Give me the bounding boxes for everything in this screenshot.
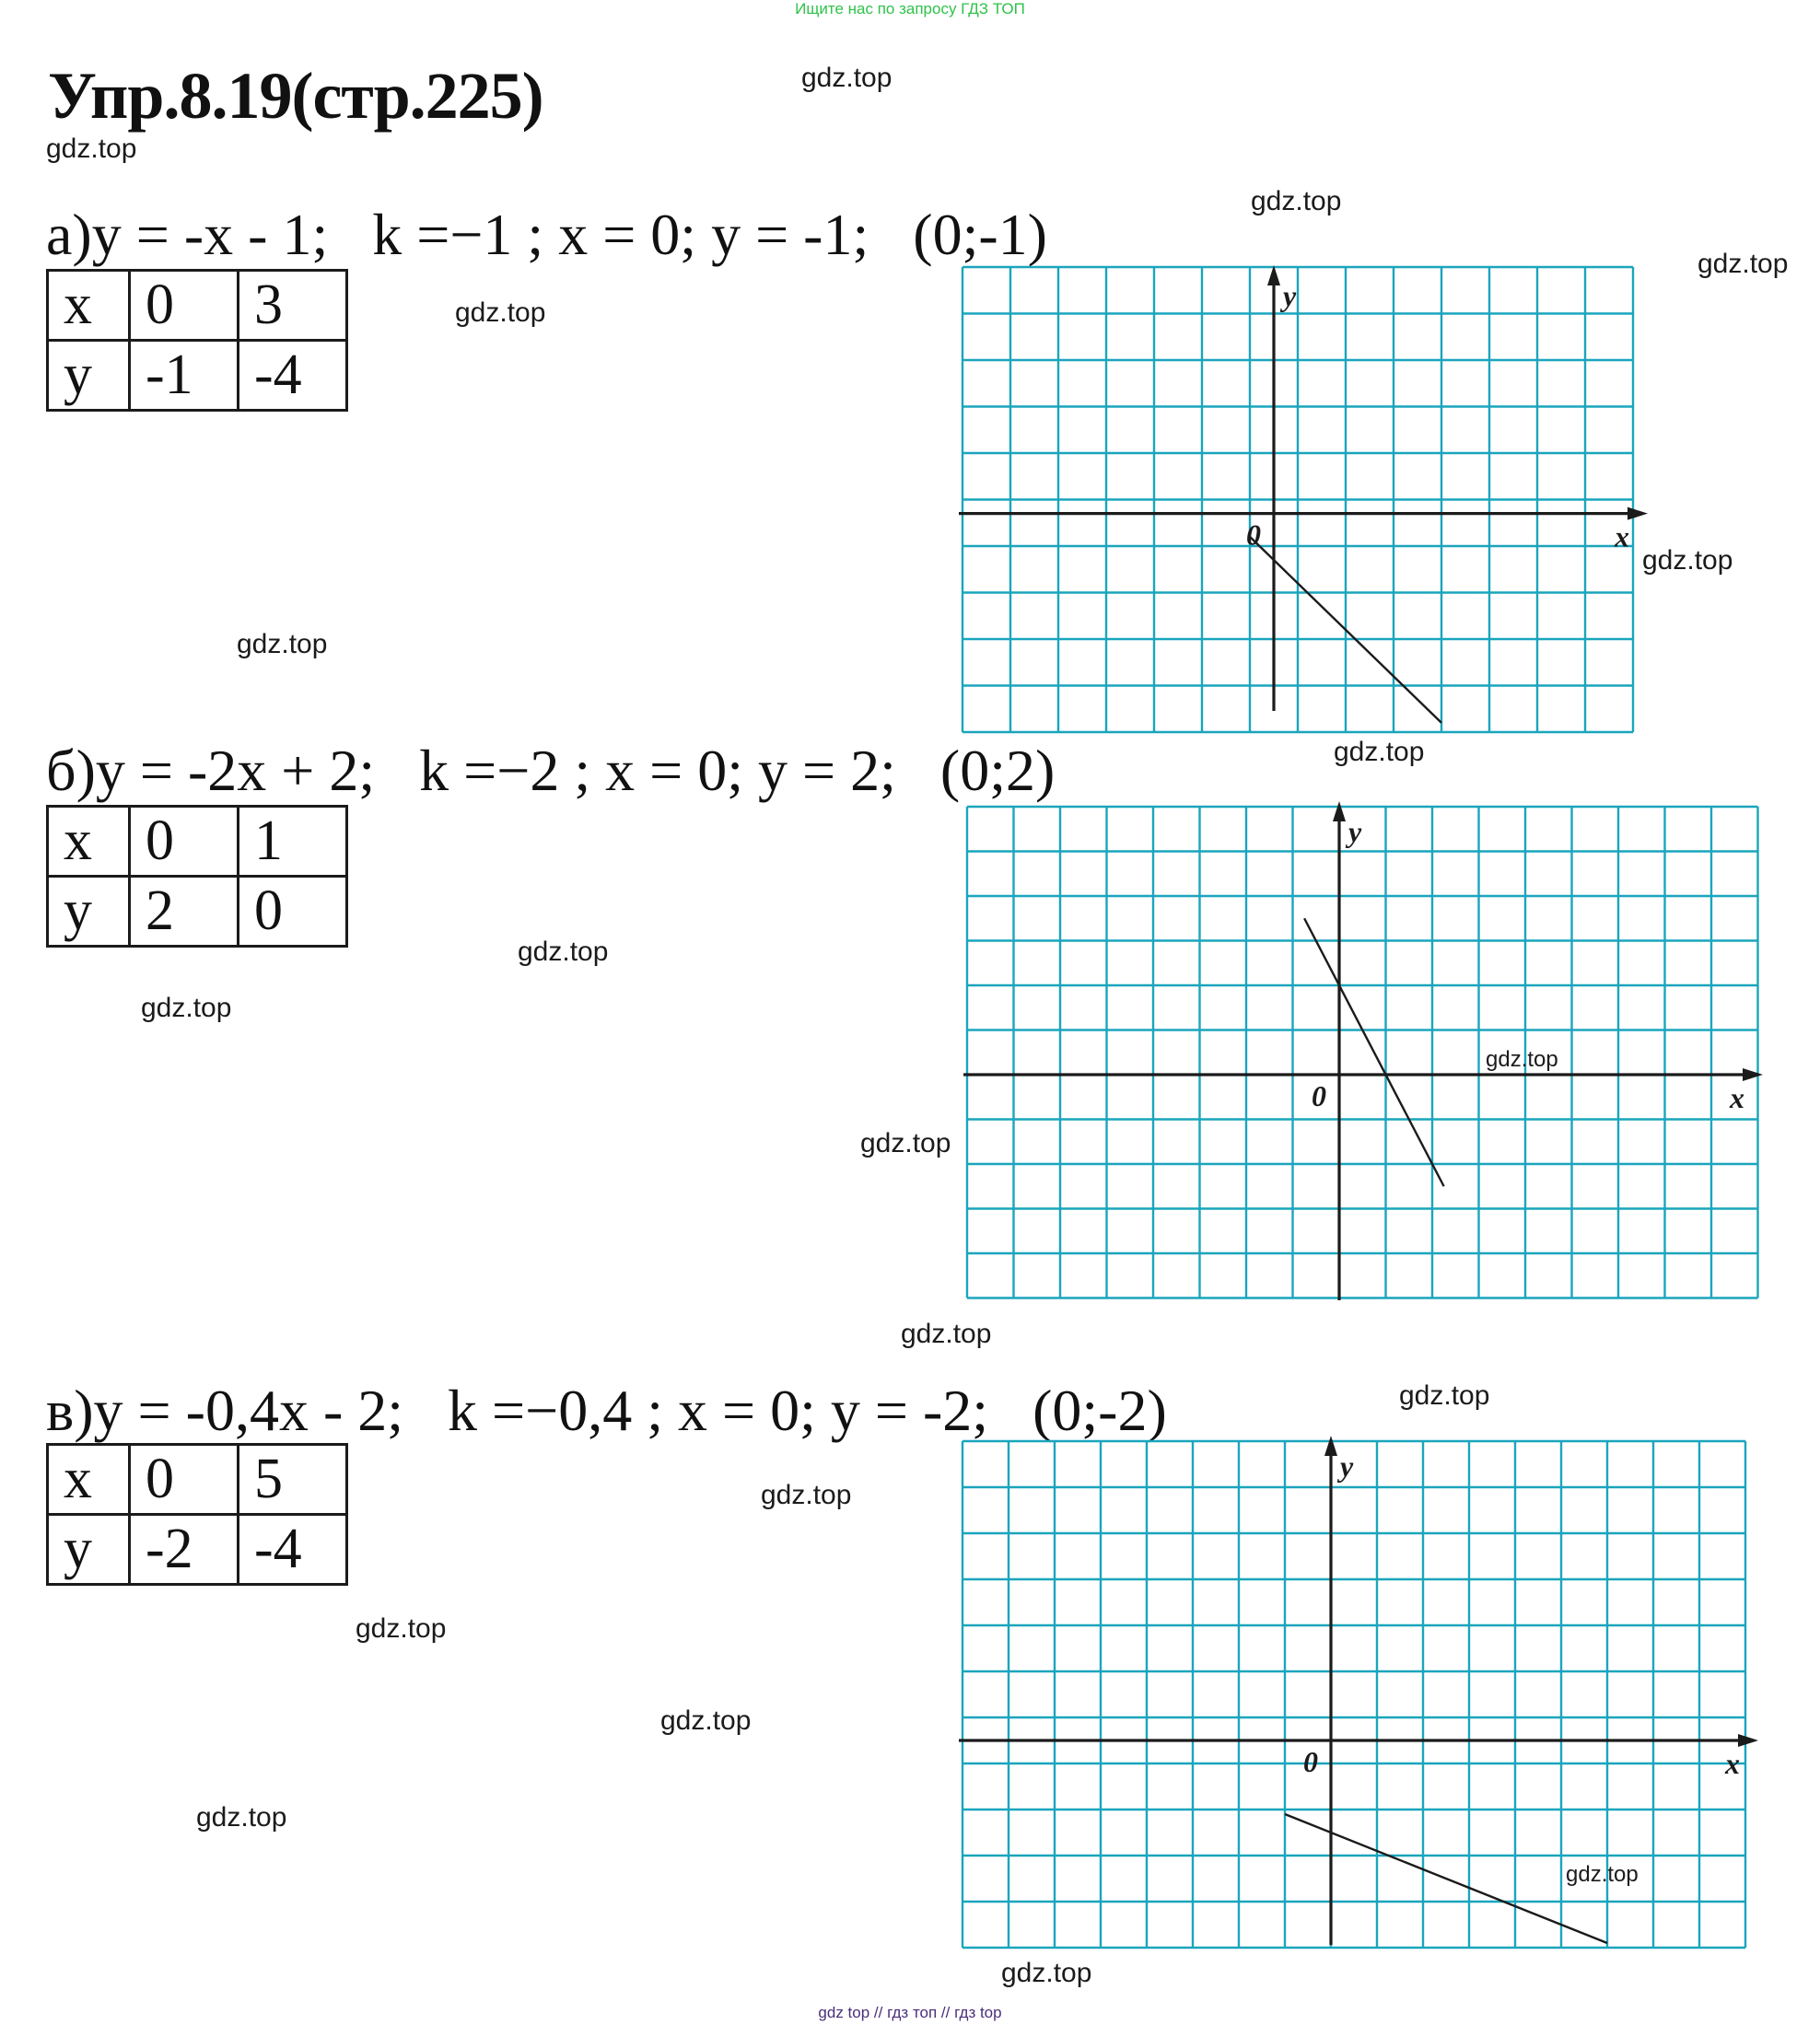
table-cell: -2: [130, 1515, 239, 1585]
equation-b: б)y = -2x + 2; k =−2 ; x = 0; y = 2; (0;2): [46, 738, 1056, 803]
watermark: gdz.top: [660, 1705, 752, 1736]
value-table-v: [46, 1443, 348, 1586]
x-axis-label: x: [1730, 1081, 1744, 1114]
x-axis-arrow: [1628, 507, 1648, 520]
watermark: gdz.top: [801, 63, 892, 93]
table-row-y: [48, 1515, 347, 1585]
equation-v: в)y = -0,4x - 2; k =−0,4 ; x = 0; y = -2; (0;-2): [46, 1378, 1167, 1443]
table-cell: 0: [239, 877, 347, 947]
table-row-y: [48, 877, 347, 947]
origin-label: 0: [1303, 1745, 1318, 1778]
table-cell: -4: [239, 1515, 347, 1585]
function-line: [1285, 1814, 1607, 1943]
footer-links: gdz top // гдз топ // гдз top: [818, 2004, 1002, 2021]
table-row-x: [48, 1445, 347, 1515]
x-axis-arrow: [1743, 1068, 1763, 1081]
watermark: gdz.top: [1251, 186, 1342, 216]
graph-a: [962, 267, 1672, 741]
x-axis-label: x: [1725, 1747, 1740, 1780]
row-label-x: x: [48, 1445, 130, 1515]
watermark: gdz.top: [1399, 1380, 1490, 1411]
graph-v: [962, 1441, 1782, 1957]
origin-label: 0: [1312, 1079, 1326, 1112]
y-axis-label: y: [1348, 815, 1362, 848]
y-axis-arrow: [1333, 801, 1346, 821]
y-axis-label: y: [1283, 279, 1297, 312]
table-cell: 0: [130, 807, 239, 877]
y-axis-arrow: [1267, 265, 1280, 285]
table-cell: 0: [130, 271, 239, 341]
origin-label: 0: [1246, 518, 1261, 552]
page-title: Упр.8.19(стр.225): [48, 59, 543, 133]
watermark: gdz.top: [455, 297, 546, 328]
x-axis-arrow: [1738, 1734, 1758, 1747]
watermark: gdz.top: [237, 629, 328, 659]
table-cell: 3: [239, 271, 347, 341]
table-cell: 1: [239, 807, 347, 877]
table-cell: -1: [130, 341, 239, 411]
watermark: gdz.top: [1334, 737, 1425, 767]
value-table-b: [46, 805, 348, 948]
table-cell: 5: [239, 1445, 347, 1515]
watermark: gdz.top: [356, 1613, 447, 1644]
watermark: gdz.top: [901, 1319, 992, 1349]
watermark: gdz.top: [761, 1480, 852, 1510]
watermark: gdz.top: [860, 1128, 951, 1158]
y-axis-arrow: [1324, 1436, 1337, 1456]
watermark: gdz.top: [1566, 1862, 1639, 1887]
watermark: gdz.top: [1698, 249, 1789, 279]
row-label-y: y: [48, 1515, 130, 1585]
row-label-x: x: [48, 271, 130, 341]
function-line: [1304, 918, 1444, 1186]
table-row-x: [48, 271, 347, 341]
table-cell: 2: [130, 877, 239, 947]
equation-a: а)y = -x - 1; k =−1 ; x = 0; y = -1; (0;-1): [46, 202, 1047, 267]
watermark: gdz.top: [196, 1802, 287, 1833]
watermark: gdz.top: [46, 134, 137, 164]
watermark: gdz.top: [1001, 1958, 1092, 1988]
x-axis-label: x: [1615, 519, 1629, 553]
row-label-y: y: [48, 341, 130, 411]
search-hint-banner: Ищите нас по запросу ГДЗ ТОП: [795, 0, 1025, 17]
table-cell: 0: [130, 1445, 239, 1515]
value-table-a: [46, 269, 348, 412]
row-label-x: x: [48, 807, 130, 877]
row-label-y: y: [48, 877, 130, 947]
table-row-x: [48, 807, 347, 877]
y-axis-label: y: [1340, 1449, 1354, 1483]
graph-b: [967, 807, 1787, 1309]
table-row-y: [48, 341, 347, 411]
table-cell: -4: [239, 341, 347, 411]
watermark: gdz.top: [141, 993, 232, 1023]
watermark: gdz.top: [518, 937, 609, 967]
watermark: gdz.top: [1642, 545, 1733, 576]
watermark: gdz.top: [1486, 1047, 1558, 1072]
